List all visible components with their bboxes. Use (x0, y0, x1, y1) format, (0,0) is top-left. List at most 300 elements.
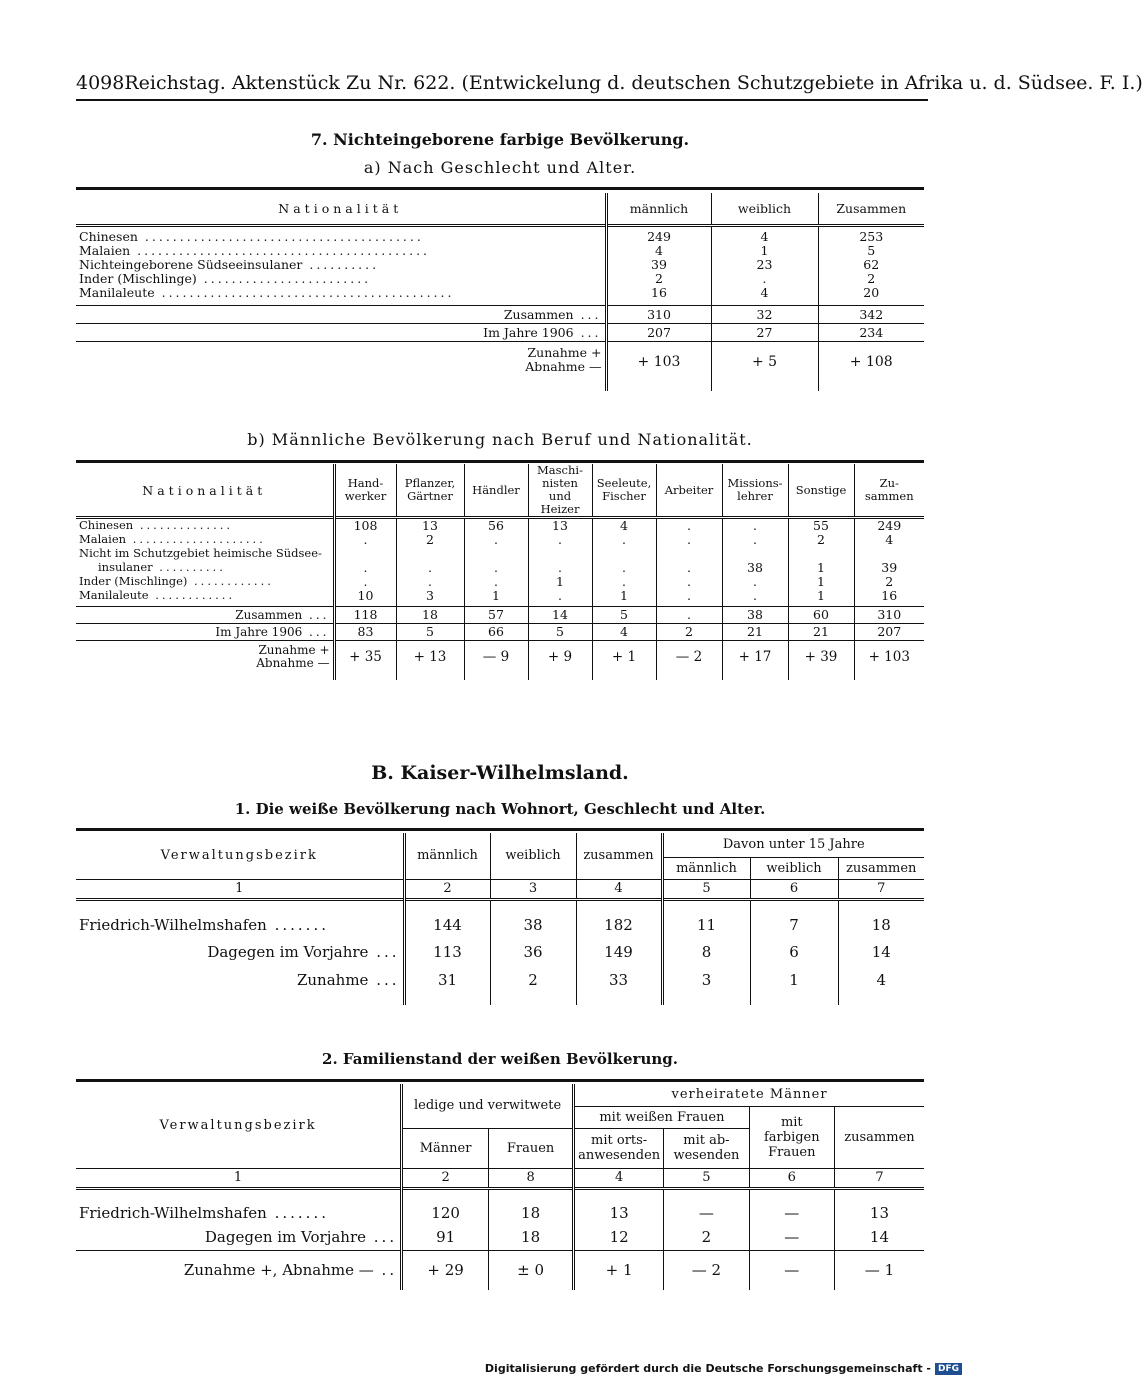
cell-value: 4 (592, 623, 656, 640)
b-col-header: Maschi-nisten und Heizer (528, 464, 592, 518)
row-label (76, 546, 334, 560)
spacer-cell (662, 899, 750, 911)
cell-value: 6 (750, 938, 838, 965)
column-number: 4 (574, 1168, 664, 1188)
cell-value: + 1 (574, 1250, 664, 1290)
b1-header-male: männlich (404, 833, 490, 879)
leader-dots: ... (368, 942, 400, 961)
decrease-label: Abnahme — (256, 655, 330, 670)
spacer-cell (490, 899, 576, 911)
cell-value: — (749, 1250, 834, 1290)
cell-value: 91 (402, 1225, 489, 1250)
table-row (76, 1200, 924, 1225)
cell-value: 2 (818, 271, 924, 285)
cell-value: 18 (489, 1200, 574, 1225)
cell-value: 18 (489, 1225, 574, 1250)
b-col-header: Sonstige (788, 464, 854, 518)
section7b-subtitle: b) Männliche Bevölkerung nach Beruf und Nationalität. (247, 430, 753, 449)
cell-value: 21 (722, 623, 788, 640)
b1-sub-male: männlich (662, 857, 750, 879)
spacer-cell (76, 1188, 402, 1200)
cell-value: 1 (788, 560, 854, 574)
b2-sub-women: Frauen (489, 1128, 574, 1168)
table7a-top-rule (76, 187, 924, 190)
row-label (76, 965, 404, 1005)
cell-value: + 17 (722, 640, 788, 680)
cell-value: 13 (574, 1200, 664, 1225)
b-col-header: Händler (464, 464, 528, 518)
decrease-label: Abnahme — (525, 358, 602, 374)
table-7b (76, 464, 924, 680)
row-label-text: Chinesen (79, 518, 134, 532)
cell-value: 2 (788, 532, 854, 546)
cell-value: 5 (528, 623, 592, 640)
tableB2-title: 2. Familienstand der weißen Bevölkerung. (322, 1050, 678, 1068)
spacer-cell (402, 1188, 489, 1200)
cell-value: 3 (662, 965, 750, 1005)
col-header-total: Zusammen (818, 193, 924, 225)
table-row (76, 546, 924, 560)
cell-value: 27 (711, 323, 818, 341)
spacer-cell (664, 1188, 750, 1200)
cell-value: 1 (711, 243, 818, 257)
spacer-cell (489, 1188, 574, 1200)
cell-value: . (656, 518, 722, 533)
cell-value: . (592, 532, 656, 546)
cell-value: + 1 (592, 640, 656, 680)
cell-value (528, 546, 592, 560)
sectionB-title: B. Kaiser-Wilhelmsland. (371, 762, 629, 784)
cell-value (656, 546, 722, 560)
b2-header-married-total: zusammen (834, 1106, 924, 1168)
row-label-text: Zunahme (296, 971, 369, 989)
row-label-text: insulaner (98, 559, 153, 574)
leader-dots: .......... (152, 559, 226, 574)
cell-value: 234 (818, 323, 924, 341)
leader-dots: .................... (126, 531, 266, 546)
b1-header-under15: Davon unter 15 Jahre (662, 833, 924, 857)
leader-dots: ............ (148, 587, 236, 602)
cell-value: 310 (606, 305, 711, 323)
cell-value: 38 (722, 560, 788, 574)
table-row (76, 285, 924, 299)
cell-value: . (722, 588, 788, 602)
page-header (76, 72, 1143, 94)
cell-value: 23 (711, 257, 818, 271)
cell-value: 13 (396, 518, 464, 533)
leader-dots: ............ (187, 573, 274, 588)
b2-sub-present: mit orts-anwesenden (574, 1128, 664, 1168)
cell-value: 2 (664, 1225, 750, 1250)
cell-value (334, 546, 396, 560)
cell-value: . (656, 574, 722, 588)
cell-value: 38 (490, 911, 576, 938)
cell-value: 120 (402, 1200, 489, 1225)
cell-value: 4 (592, 518, 656, 533)
row-label-text: Dagegen im Vorjahre (204, 1228, 367, 1247)
tableB1-title: 1. Die weiße Bevölkerung nach Wohnort, Geschlecht und Alter. (234, 800, 766, 818)
row-label (76, 285, 606, 299)
row-label (76, 1250, 402, 1290)
cell-value: 8 (662, 938, 750, 965)
cell-value: 4 (711, 225, 818, 243)
digitization-footer (485, 1362, 962, 1375)
cell-value: 207 (854, 623, 924, 640)
cell-value: 182 (576, 911, 662, 938)
column-number: 2 (402, 1168, 489, 1188)
cell-value: 14 (528, 606, 592, 623)
leader-dots: .......................................... (154, 284, 455, 300)
cell-value: . (592, 574, 656, 588)
cell-value: 149 (576, 938, 662, 965)
b2-header-single: ledige und verwitwete (402, 1084, 574, 1128)
leader-dots: ... (302, 607, 330, 622)
leader-dots: .......................................... (130, 242, 431, 258)
leader-dots: ....... (266, 1203, 329, 1222)
b-col-header: Zu-sammen (854, 464, 924, 518)
row-label-text: Inder (Mischlinge) (79, 573, 188, 588)
cell-value: + 5 (711, 341, 818, 391)
cell-value: 55 (788, 518, 854, 533)
row-label-text: Friedrich-Wilhelmshafen (79, 915, 267, 934)
row-label (76, 911, 404, 938)
row-label-text: Chinesen (79, 229, 138, 244)
table-row (76, 911, 924, 938)
running-title: Reichstag. Aktenstück Zu Nr. 622. (Entwickelung d. deutschen Schutzgebiete in Afrika u. d. Südsee. F. I.) (124, 72, 1143, 94)
row-label (76, 518, 334, 533)
cell-value (722, 546, 788, 560)
b1-header-district: Verwaltungsbezirk (160, 848, 318, 864)
cell-value: + 108 (818, 341, 924, 391)
column-number: 2 (404, 879, 490, 899)
cell-value: 118 (334, 606, 396, 623)
cell-value: 2 (606, 271, 711, 285)
cell-value: . (464, 574, 528, 588)
spacer-cell (76, 899, 404, 911)
cell-value: 21 (788, 623, 854, 640)
cell-value: 253 (818, 225, 924, 243)
summary-label (76, 623, 334, 640)
table-row (76, 560, 924, 574)
table-row (76, 243, 924, 257)
cell-value: . (722, 518, 788, 533)
cell-value: 33 (576, 965, 662, 1005)
cell-value: + 103 (606, 341, 711, 391)
cell-value: 249 (606, 225, 711, 243)
b2-header-district: Verwaltungsbezirk (159, 1118, 317, 1134)
cell-value: — 9 (464, 640, 528, 680)
cell-value: 14 (834, 1225, 924, 1250)
leader-dots: ........................ (196, 270, 372, 286)
cell-value: 4 (711, 285, 818, 299)
spacer-cell (749, 1188, 834, 1200)
row-label (76, 1225, 402, 1250)
column-number: 5 (664, 1168, 750, 1188)
cell-value: 16 (854, 588, 924, 602)
table-row (76, 257, 924, 271)
col-header-female: weiblich (711, 193, 818, 225)
row-label-text: Nicht im Schutzgebiet heimische Südsee- (79, 545, 322, 560)
cell-value: 342 (818, 305, 924, 323)
cell-value: 60 (788, 606, 854, 623)
cell-value: 4 (854, 532, 924, 546)
summary-row (76, 323, 924, 341)
cell-value: + 13 (396, 640, 464, 680)
table-row (76, 574, 924, 588)
col-header-nationality: Nationalität (278, 200, 403, 216)
b-col-header: Hand-werker (334, 464, 396, 518)
section7a-subtitle: a) Nach Geschlecht und Alter. (363, 158, 637, 177)
diff-label (76, 341, 606, 391)
cell-value: . (656, 606, 722, 623)
summary-label-text: Zusammen (235, 607, 303, 622)
row-label-text: Malaien (79, 531, 127, 546)
cell-value: 32 (711, 305, 818, 323)
cell-value: 4 (606, 243, 711, 257)
cell-value: 2 (396, 532, 464, 546)
b-col-header: Nationalität (142, 482, 267, 498)
cell-value (854, 546, 924, 560)
cell-value: 3 (396, 588, 464, 602)
cell-value: — 2 (664, 1250, 750, 1290)
cell-value: 1 (788, 574, 854, 588)
b2-header-white-wives: mit weißen Frauen (574, 1106, 750, 1128)
increase-label: Zunahme + (258, 642, 330, 657)
cell-value: 18 (838, 911, 924, 938)
b1-sub-female: weiblich (750, 857, 838, 879)
cell-value: 108 (334, 518, 396, 533)
cell-value: 39 (854, 560, 924, 574)
table-row (76, 588, 924, 602)
row-label-text: Manilaleute (79, 284, 155, 300)
row-label (76, 938, 404, 965)
b1-header-female: weiblich (490, 833, 576, 879)
table-row (76, 1250, 924, 1290)
spacer-cell (834, 1188, 924, 1200)
row-label-text: Malaien (79, 242, 131, 258)
column-number: 7 (834, 1168, 924, 1188)
spacer-row (76, 899, 924, 911)
cell-value: . (396, 560, 464, 574)
leader-dots: ... (368, 971, 400, 989)
b-col-header: Missions-lehrer (722, 464, 788, 518)
cell-value: . (656, 560, 722, 574)
col-header-male: männlich (606, 193, 711, 225)
leader-dots: .............. (133, 518, 234, 532)
row-label (76, 574, 334, 588)
summary-row (76, 623, 924, 640)
column-number: 8 (489, 1168, 574, 1188)
leader-dots: ... (302, 624, 330, 639)
spacer-cell (576, 899, 662, 911)
summary-row (76, 606, 924, 623)
cell-value: 36 (490, 938, 576, 965)
row-label (76, 243, 606, 257)
cell-value: 31 (404, 965, 490, 1005)
column-number: 6 (749, 1168, 834, 1188)
cell-value (396, 546, 464, 560)
table-B1 (76, 833, 924, 1005)
row-label (76, 532, 334, 546)
leader-dots: ........................................ (137, 229, 424, 244)
cell-value: 249 (854, 518, 924, 533)
row-label (76, 560, 334, 574)
b2-sub-absent: mit ab-wesenden (664, 1128, 750, 1168)
cell-value: 1 (528, 574, 592, 588)
row-label (76, 257, 606, 271)
spacer-cell (750, 899, 838, 911)
leader-dots: .. (373, 1261, 398, 1280)
cell-value: 11 (662, 911, 750, 938)
leader-dots: ... (573, 306, 602, 322)
row-label-text: Inder (Mischlinge) (79, 270, 197, 286)
cell-value: 38 (722, 606, 788, 623)
table-row (76, 532, 924, 546)
diff-row (76, 341, 924, 391)
cell-value: . (464, 532, 528, 546)
row-label-text: Nichteingeborene Südseeinsulaner (79, 256, 303, 272)
summary-label-text: Im Jahre 1906 (215, 624, 303, 639)
cell-value: . (528, 560, 592, 574)
summary-label-text: Im Jahre 1906 (483, 324, 574, 340)
cell-value: 83 (334, 623, 396, 640)
row-label (76, 225, 606, 243)
leader-dots: ....... (266, 915, 329, 934)
cell-value: 18 (396, 606, 464, 623)
cell-value: 20 (818, 285, 924, 299)
spacer-cell (838, 899, 924, 911)
cell-value: 14 (838, 938, 924, 965)
cell-value: 5 (396, 623, 464, 640)
cell-value: . (396, 574, 464, 588)
cell-value: 66 (464, 623, 528, 640)
column-number: 1 (233, 1170, 243, 1185)
cell-value: + 103 (854, 640, 924, 680)
column-number: 5 (662, 879, 750, 899)
cell-value: . (656, 588, 722, 602)
summary-label-text: Zusammen (503, 306, 574, 322)
cell-value: — 1 (834, 1250, 924, 1290)
b2-header-married: verheiratete Männer (574, 1084, 924, 1106)
cell-value: — 2 (656, 640, 722, 680)
tableB1-top-rule (76, 828, 924, 831)
cell-value: 207 (606, 323, 711, 341)
cell-value: 7 (750, 911, 838, 938)
dfg-logo: DFG (935, 1363, 962, 1375)
cell-value: 39 (606, 257, 711, 271)
row-label-text: Zunahme +, Abnahme — (183, 1261, 374, 1280)
cell-value: 113 (404, 938, 490, 965)
cell-value: 5 (818, 243, 924, 257)
diff-row (76, 640, 924, 680)
summary-label (76, 323, 606, 341)
table-row (76, 965, 924, 1005)
cell-value: . (711, 271, 818, 285)
table-row (76, 271, 924, 285)
cell-value: 12 (574, 1225, 664, 1250)
cell-value: 1 (464, 588, 528, 602)
table-row (76, 225, 924, 243)
row-label (76, 271, 606, 285)
column-number: 6 (750, 879, 838, 899)
cell-value: 1 (788, 588, 854, 602)
cell-value: . (334, 532, 396, 546)
header-rule (76, 99, 928, 101)
row-label (76, 588, 334, 602)
cell-value: . (528, 588, 592, 602)
column-number: 7 (838, 879, 924, 899)
cell-value: 2 (490, 965, 576, 1005)
cell-value: — (664, 1200, 750, 1225)
spacer-row (76, 1188, 924, 1200)
footer-text: Digitalisierung gefördert durch die Deutsche Forschungsgemeinschaft - (484, 1362, 931, 1375)
b2-header-colored-wives: mit farbigen Frauen (749, 1106, 834, 1168)
cell-value: . (334, 560, 396, 574)
cell-value: 13 (834, 1200, 924, 1225)
cell-value: 10 (334, 588, 396, 602)
cell-value (788, 546, 854, 560)
row-label-text: Manilaleute (79, 587, 149, 602)
cell-value: + 9 (528, 640, 592, 680)
leader-dots: ... (366, 1228, 398, 1247)
cell-value: 310 (854, 606, 924, 623)
column-number: 4 (576, 879, 662, 899)
row-label-text: Dagegen im Vorjahre (207, 942, 369, 961)
table-7a (76, 193, 924, 391)
cell-value: . (464, 560, 528, 574)
cell-value: 2 (854, 574, 924, 588)
cell-value: . (592, 560, 656, 574)
cell-value: ± 0 (489, 1250, 574, 1290)
summary-row (76, 305, 924, 323)
b1-header-total: zusammen (576, 833, 662, 879)
table7b-top-rule (76, 460, 924, 463)
cell-value: — (749, 1225, 834, 1250)
spacer-cell (404, 899, 490, 911)
cell-value: + 39 (788, 640, 854, 680)
cell-value: . (656, 532, 722, 546)
cell-value (464, 546, 528, 560)
row-label-text: Friedrich-Wilhelmshafen (79, 1203, 267, 1222)
spacer-cell (574, 1188, 664, 1200)
diff-label (76, 640, 334, 680)
cell-value: . (334, 574, 396, 588)
b-col-header: Seeleute, Fischer (592, 464, 656, 518)
cell-value: — (749, 1200, 834, 1225)
tableB2-top-rule (76, 1079, 924, 1082)
b1-sub-total: zusammen (838, 857, 924, 879)
leader-dots: ... (573, 324, 602, 340)
b-col-header: Arbeiter (656, 464, 722, 518)
table-row (76, 938, 924, 965)
increase-label: Zunahme + (527, 344, 602, 360)
table-B2 (76, 1084, 924, 1290)
row-label (76, 1200, 402, 1225)
cell-value: . (722, 532, 788, 546)
cell-value: 56 (464, 518, 528, 533)
cell-value: 5 (592, 606, 656, 623)
cell-value: . (722, 574, 788, 588)
cell-value: 144 (404, 911, 490, 938)
leader-dots: .......... (302, 256, 380, 272)
cell-value (592, 546, 656, 560)
cell-value: 16 (606, 285, 711, 299)
cell-value: 4 (838, 965, 924, 1005)
cell-value: + 35 (334, 640, 396, 680)
b2-sub-men: Männer (402, 1128, 489, 1168)
page-number: 4098 (76, 72, 125, 94)
cell-value: 2 (656, 623, 722, 640)
